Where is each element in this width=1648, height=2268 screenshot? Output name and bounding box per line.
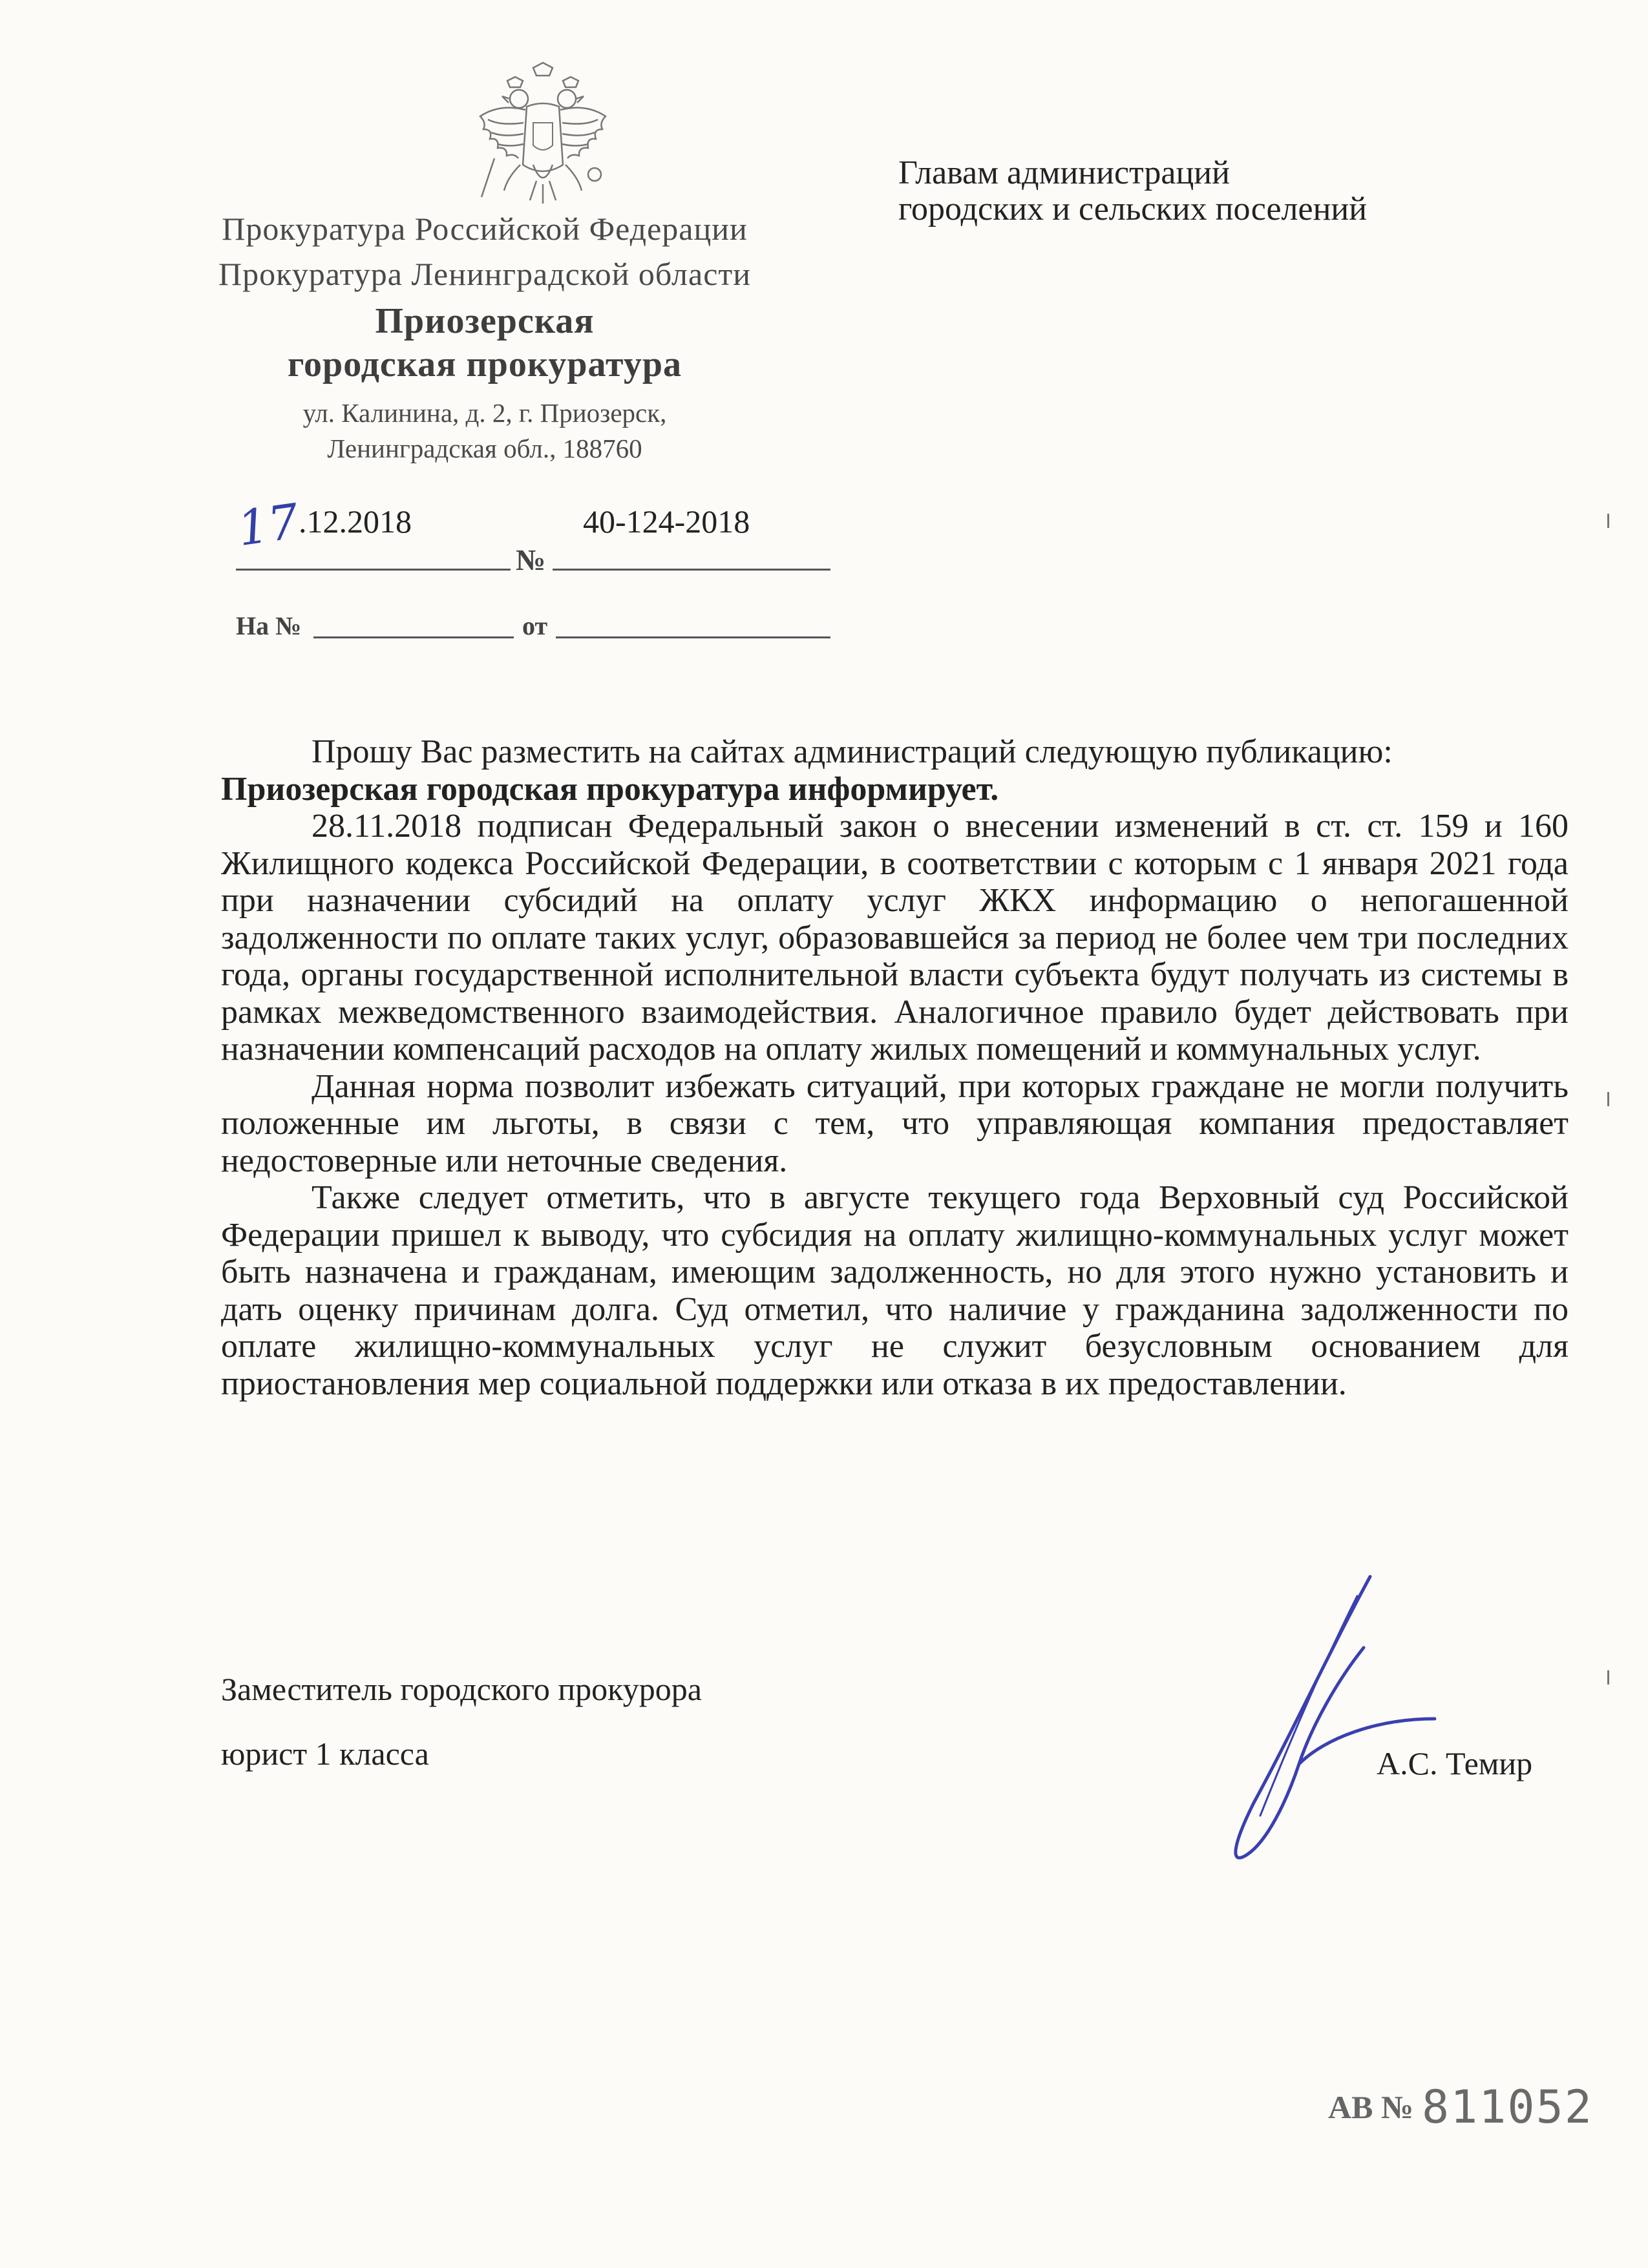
paragraph-court: Также следует отметить, что в августе текущего года Верховный суд Российской Федерации пришел к выводу, что субсидия на оплату жилищно-коммунальных услуг может быть назначена и гражданам, имеющим задолженность, но для этого нужно установить и дать оценку причинам долга. Суд отметил, что наличие у гражданина задолженности по оплате жилищно-коммунальных услуг не служит безусловным основанием для приостановления мер социальной поддержки или отказа в их предоставлении. xyxy=(221,1179,1569,1402)
paragraph-heading: Приозерская городская прокуратура информирует. xyxy=(221,770,999,808)
recipient-line-2: городских и сельских поселений xyxy=(898,191,1368,227)
margin-mark xyxy=(1607,514,1609,528)
margin-mark xyxy=(1607,1670,1609,1685)
signer-position: Заместитель городского прокурора xyxy=(221,1671,702,1707)
signer-name: А.С. Темир xyxy=(1377,1745,1533,1781)
coat-of-arms-icon xyxy=(469,61,617,216)
paragraph-norm: Данная норма позволит избежать ситуаций, при которых граждане не могли получить положенные им льготы, в связи с тем, что управляющая компания предоставляет недостоверные или неточные сведения. xyxy=(221,1067,1569,1179)
recipient-line-1: Главам администраций xyxy=(898,154,1230,191)
in-reply-label: На № xyxy=(236,611,302,640)
address-line-1: ул. Калинина, д. 2, г. Приозерск, xyxy=(302,398,667,428)
paragraph-request: Прошу Вас разместить на сайтах администраций следующую публикацию: xyxy=(312,733,1393,770)
org-name-1: Приозерская xyxy=(375,301,595,341)
handwritten-day: 17 xyxy=(234,493,302,558)
org-line-1: Прокуратура Российской Федерации xyxy=(222,211,748,247)
recipient xyxy=(898,155,1367,227)
letter-body xyxy=(221,733,1569,1402)
handwritten-signature xyxy=(1215,1570,1448,1874)
number-label: № xyxy=(516,543,546,576)
in-reply-underline xyxy=(313,636,514,638)
paragraph-law: 28.11.2018 подписан Федеральный закон о внесении изменений в ст. ст. 159 и 160 Жилищного кодекса Российской Федерации, в соответствии с которым с 1 января 2021 года при назначении субсидий на оплату услуг ЖКХ информацию о непогашенной задолженности по оплате таких услуг, образовавшейся за период не более чем три последних года, органы государственной исполнительной власти субъекта будут получать из системы в рамках межведомственного взаимодействия. Аналогичное правило будет действовать при назначении компенсаций расходов на оплату жилых помещений и коммунальных услуг. xyxy=(221,808,1569,1067)
org-line-2: Прокуратура Ленинградской области xyxy=(218,256,751,292)
signer-rank: юрист 1 класса xyxy=(221,1736,429,1772)
address-line-2: Ленинградская обл., 188760 xyxy=(327,434,642,463)
from-underline xyxy=(556,636,830,638)
org-name-2: городская прокуратура xyxy=(288,344,682,384)
serial-number: 811052 xyxy=(1422,2081,1593,2134)
margin-mark xyxy=(1607,1092,1609,1106)
date-field: .12.2018 xyxy=(299,503,412,540)
date-underline xyxy=(236,569,511,571)
serial-label: АВ № xyxy=(1328,2089,1414,2125)
outgoing-number: 40-124-2018 xyxy=(583,503,750,540)
from-label: от xyxy=(522,611,548,640)
number-underline xyxy=(553,569,830,571)
